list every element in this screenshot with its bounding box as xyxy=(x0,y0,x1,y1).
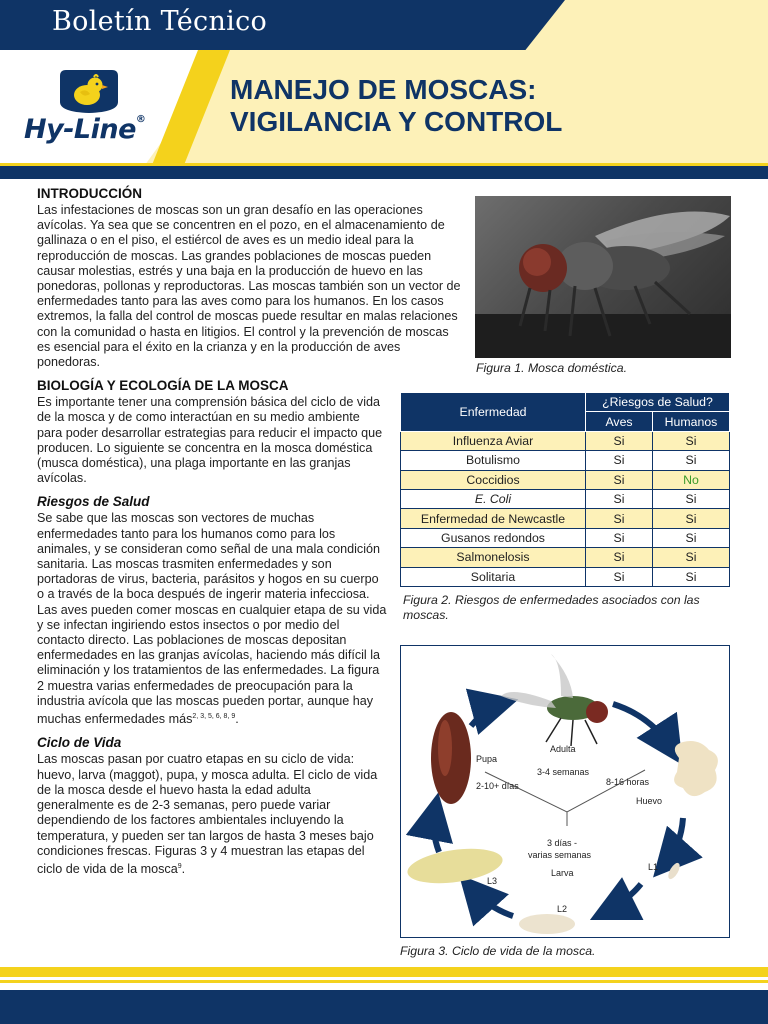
l3-label: L3 xyxy=(487,876,498,886)
larva-duration-2: varias semanas xyxy=(528,850,592,860)
footer-yellow-band xyxy=(0,967,768,977)
biology-heading: BIOLOGÍA Y ECOLOGÍA DE LA MOSCA xyxy=(37,378,289,394)
lifecycle-illustration xyxy=(401,646,731,939)
l2-label: L2 xyxy=(557,904,568,914)
table-header-humans: Humanos xyxy=(653,412,730,431)
l1-label: L1 xyxy=(648,862,659,872)
table-header-disease: Enfermedad xyxy=(401,393,586,432)
health-heading: Riesgos de Salud xyxy=(37,494,150,510)
pupa-label: Pupa xyxy=(476,754,498,764)
table-row: Enfermedad de Newcastle Si Si xyxy=(401,509,730,528)
table-row: Solitaria Si Si xyxy=(401,567,730,586)
footer-yellow-rule xyxy=(0,980,768,983)
page-title xyxy=(230,74,750,138)
lifecycle-heading: Ciclo de Vida xyxy=(37,735,122,751)
table-row: Gusanos redondos Si Si xyxy=(401,528,730,547)
egg-duration: 8-16 horas xyxy=(606,777,650,787)
intro-heading: INTRODUCCIÓN xyxy=(37,186,142,201)
table-header-risk: ¿Riesgos de Salud? xyxy=(586,393,730,412)
larva-label: Larva xyxy=(551,868,574,878)
bulletin-title: Boletín Técnico xyxy=(52,6,268,37)
lifecycle-diagram xyxy=(400,645,730,938)
lifecycle-text: Las moscas pasan por cuatro etapas en su ciclo de vida: huevo, larva (maggot), pupa, y mosca adulta. El ciclo de vida de la mosca desde el huevo hasta la edad adulta generalmente es de 2-3 semanas, pero puede variar dependiendo de los factores ambientales incluyendo la temperatura, y pueden ser tan largos de hasta 3 meses bajo condiciones frescas. Figuras 3 y 4 muestran las etapas del ciclo de vida de la mosca$^9$. xyxy=(37,752,378,877)
egg-label: Huevo xyxy=(636,796,663,806)
lifecycle-references: 9 xyxy=(177,862,182,870)
adult-duration: 3-4 semanas xyxy=(537,767,590,777)
table-row: Salmonelosis Si Si xyxy=(401,548,730,567)
table-header-birds: Aves xyxy=(586,412,653,431)
footer-navy-band xyxy=(0,990,768,1024)
chick-logo-icon xyxy=(58,68,120,114)
biology-text: Es importante tener una comprensión básica del ciclo de vida de la mosca y de como interactúan en su medio ambiente para poder desarrollar estrategias para reducir el impacto que producen. Lo siguiente se concentra en la mosca doméstica (musca doméstica), una plaga importante en las granjas avícolas. xyxy=(37,395,383,486)
table-row: Botulismo Si Si xyxy=(401,451,730,470)
pupa-duration: 2-10+ días xyxy=(476,781,519,791)
table-row: Influenza Aviar Si Si xyxy=(401,431,730,450)
figure1-caption: Figura 1. Mosca doméstica. xyxy=(476,361,628,375)
health-text: Se sabe que las moscas son vectores de muchas enfermedades tanto para los humanos como para los animales, y se consideran como señal de una mala condición sanitaria. Las moscas trasmiten enfermedades y son portadoras de virus, bacteria, parásitos y hogos en su cuerpo o a través de la boca después de ingerir materia infecciosa. Las aves pueden comer moscas en cualquier etapa de su vida y se infectan ingiriendo estos insectos o por medio del contacto directo. Las poblaciones de moscas depositan enfermedades en las granjas avícolas, haciendo más difícil la eliminación y los tratamientos de las enfermedades. La figura 2 muestra varias enfermedades de preocupación para la industria avícola que las moscas pueden portar, aunque hay muchas enfermedades más$^{2, 3, 5, 6, 8, 9}$. xyxy=(37,511,387,727)
left-column xyxy=(37,186,461,877)
table-row: Coccidios Si No xyxy=(401,470,730,489)
hyline-logo: Hy-Line® xyxy=(24,114,146,145)
page-title-line-1: MANEJO DE MOSCAS: xyxy=(230,74,537,105)
figure2-caption: Figura 2. Riesgos de enfermedades asociados con las moscas. xyxy=(403,593,700,622)
housefly-photo xyxy=(475,196,731,358)
table-row: E. Coli Si Si xyxy=(401,489,730,508)
health-references: 2, 3, 5, 6, 8, 9 xyxy=(192,713,236,721)
intro-text: Las infestaciones de moscas son un gran desafío en las operaciones avícolas. Ya sea que se concentren en el pozo, en el almacenamiento de gallinaza o en el piso, el estiércol de aves es un medio ideal para la reproducción de moscas. Las grandes poblaciones de moscas pueden causar molestias, estrés y una baja en la producción de huevo en las ponedoras, pollonas y reproductoras. Las moscas también son un vector de enfermedades tanto para las aves como para los humanos. En los casos extremos, la falla del control de moscas puede resultar en malas relaciones con la comunidad o hasta en litigios. El control y la prevención de moscas es esencial para el éxito en la crianza y en la producción de aves ponedoras. xyxy=(37,203,461,370)
page-title-line-2: VIGILANCIA Y CONTROL xyxy=(230,106,563,137)
figure3-caption: Figura 3. Ciclo de vida de la mosca. xyxy=(400,944,596,958)
header-navy-rule xyxy=(0,166,768,179)
adult-label: Adulta xyxy=(550,744,576,754)
disease-risk-table xyxy=(400,392,730,587)
larva-duration-1: 3 días - xyxy=(547,838,578,848)
